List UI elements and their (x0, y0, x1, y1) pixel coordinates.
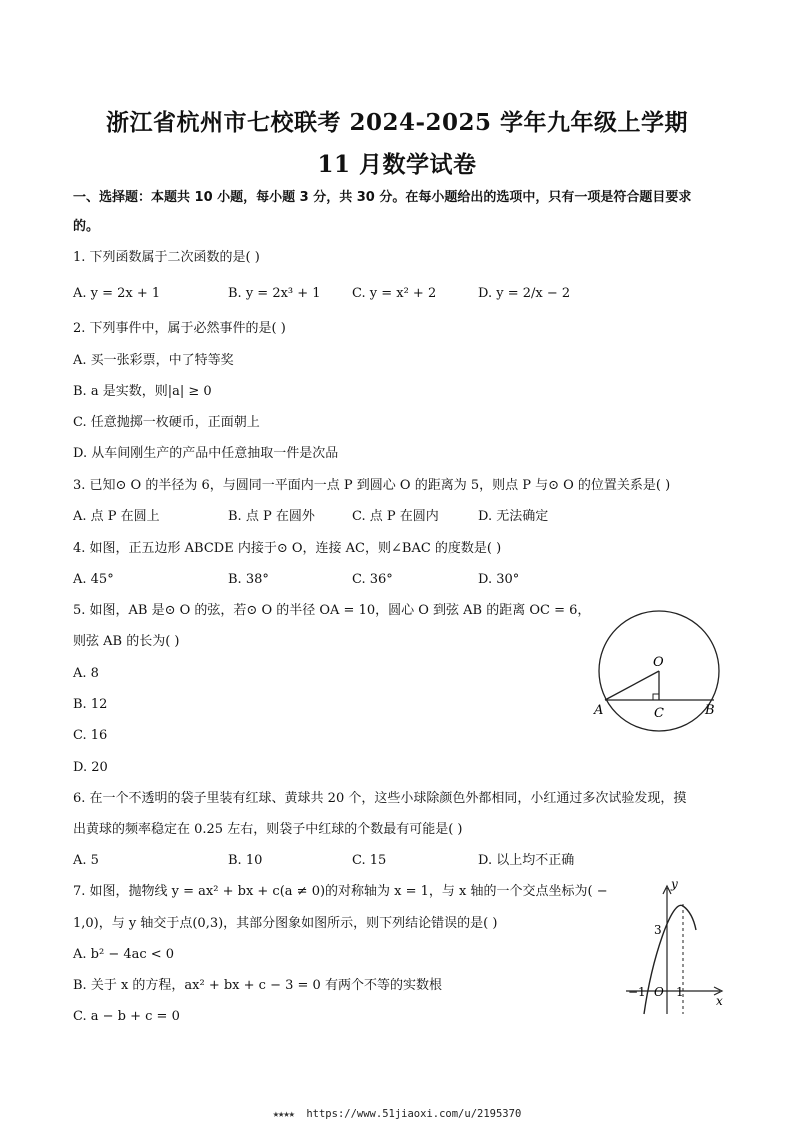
question-7-option-c: C. a − b + c = 0 (73, 1009, 180, 1024)
exam-title-line1: 浙江省杭州市七校联考 2024-2025 学年九年级上学期 (105, 109, 689, 136)
question-7-option-a: A. b² − 4ac < 0 (73, 947, 175, 962)
question-3-stem: 3. 已知⊙ O 的半径为 6，与圆同一平面内一点 P 到圆心 O 的距离为 5，则点 P 与⊙ O 的位置关系是( ) (73, 478, 671, 493)
question-2-option-a: A. 买一张彩票，中了特等奖 (73, 353, 234, 368)
question-7-stem-cont: 1,0)，与 y 轴交于点(0,3)，其部分图象如图所示，则下列结论错误的是( ) (73, 916, 498, 931)
question-1-option-b: B. y = 2x³ + 1 (228, 286, 321, 301)
question-5-option-c: C. 16 (73, 728, 108, 743)
question-4-option-a: A. 45° (73, 572, 114, 587)
question-4-stem: 4. 如图，正五边形 ABCDE 内接于⊙ O，连接 AC，则∠BAC 的度数是( ) (73, 541, 502, 556)
exam-title-line2: 11 月数学试卷 (317, 151, 477, 178)
question-6-stem-cont: 出黄球的频率稳定在 0.25 左右，则袋子中红球的个数最有可能是( ) (73, 822, 463, 837)
segment-oa (605, 671, 659, 700)
question-1-stem: 1. 下列函数属于二次函数的是( ) (73, 250, 260, 265)
question-5-option-d: D. 20 (73, 760, 108, 775)
label-o: O (653, 655, 664, 670)
question-6-stem: 6. 在一个不透明的袋子里装有红球、黄球共 20 个，这些小球除颜色外都相同，小红通过多次试验发现，摸 (73, 791, 687, 806)
label-x: x (716, 994, 723, 1008)
question-4-option-d: D. 30° (478, 572, 520, 587)
section-heading-cont: 的。 (73, 219, 100, 234)
question-2-option-b: B. a 是实数，则|a| ≥ 0 (73, 384, 212, 399)
footer-stars: ★★★★ (272, 1108, 295, 1120)
label-neg-1: −1 (628, 985, 646, 999)
question-1-option-a: A. y = 2x + 1 (73, 286, 161, 301)
question-5-circle-figure (590, 608, 730, 734)
question-4-option-c: C. 36° (352, 572, 393, 587)
label-b: B (705, 703, 715, 718)
question-3-option-d: D. 无法确定 (478, 509, 549, 524)
label-1: 1 (676, 985, 684, 999)
label-c: C (654, 706, 664, 721)
label-origin: O (654, 985, 664, 999)
question-3-option-b: B. 点 P 在圆外 (228, 509, 315, 524)
question-1-option-d: D. y = 2/x − 2 (478, 286, 571, 301)
question-5-option-a: A. 8 (73, 666, 99, 681)
question-2-option-d: D. 从车间刚生产的产品中任意抽取一件是次品 (73, 446, 339, 461)
question-6-option-a: A. 5 (73, 853, 99, 868)
question-7-option-b: B. 关于 x 的方程，ax² + bx + c − 3 = 0 有两个不等的实数根 (73, 978, 442, 993)
question-5-stem: 5. 如图，AB 是⊙ O 的弦，若⊙ O 的半径 OA = 10，圆心 O 到弦 AB 的距离 OC = 6， (73, 603, 591, 618)
question-3-option-c: C. 点 P 在圆内 (352, 509, 439, 524)
question-4-option-b: B. 38° (228, 572, 269, 587)
question-5-stem-cont: 则弦 AB 的长为( ) (73, 634, 180, 649)
question-5-option-b: B. 12 (73, 697, 108, 712)
footer-url[interactable]: https://www.51jiaoxi.com/u/2195370 (306, 1108, 522, 1120)
right-angle-mark (653, 694, 659, 700)
question-2-option-c: C. 任意抛掷一枚硬币，正面朝上 (73, 415, 260, 430)
question-2-stem: 2. 下列事件中，属于必然事件的是( ) (73, 321, 286, 336)
question-7-parabola-figure (620, 878, 728, 1018)
page-footer (0, 1108, 794, 1120)
question-1-option-c: C. y = x² + 2 (352, 286, 437, 301)
parabola-curve (644, 905, 696, 1014)
label-y: y (671, 878, 678, 891)
question-6-option-c: C. 15 (352, 853, 387, 868)
question-6-option-b: B. 10 (228, 853, 263, 868)
label-3: 3 (654, 923, 662, 937)
label-a: A (594, 703, 604, 718)
question-7-stem: 7. 如图，抛物线 y = ax² + bx + c(a ≠ 0)的对称轴为 x = 1，与 x 轴的一个交点坐标为( − (73, 884, 608, 899)
section-heading: 一、选择题：本题共 10 小题，每小题 3 分，共 30 分。在每小题给出的选项中，只有一项是符合题目要求 (73, 190, 692, 205)
question-3-option-a: A. 点 P 在圆上 (73, 509, 160, 524)
question-6-option-d: D. 以上均不正确 (478, 853, 575, 868)
